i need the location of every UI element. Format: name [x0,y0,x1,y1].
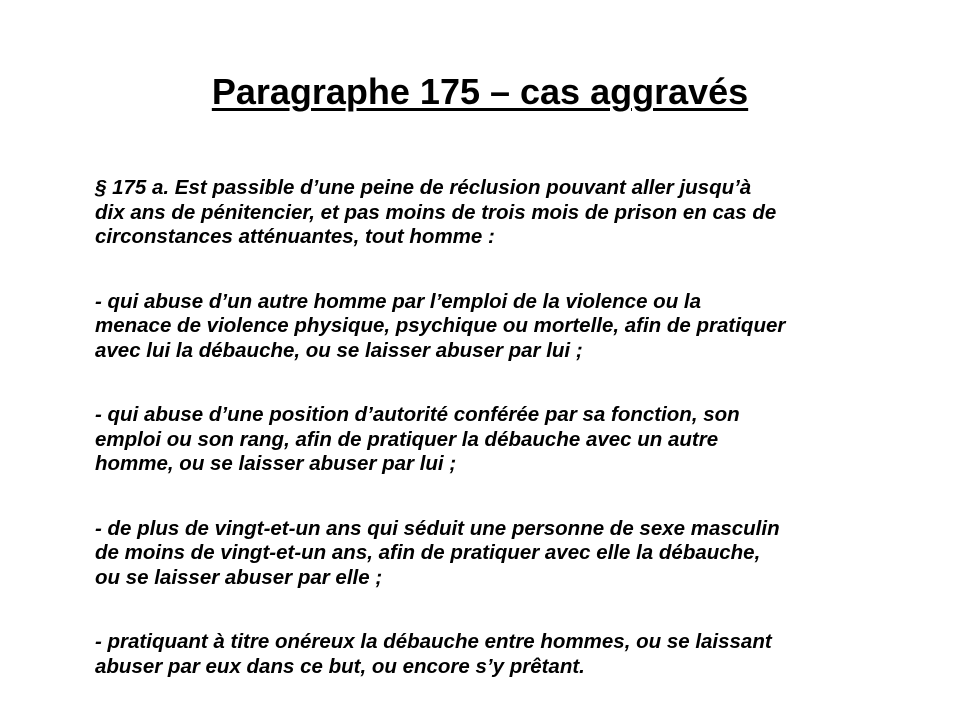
paragraph-prostitution: - pratiquant à titre onéreux la débauche entre hommes, ou se laissant abuser par eux dans ce but, ou encore s’y prêtant. [95,630,772,678]
paragraph-violence: - qui abuse d’un autre homme par l’emploi de la violence ou la menace de violence physique, psychique ou mortelle, afin de pratiquer avec lui la débauche, ou se laisser abuser par lui ; [95,289,786,362]
paragraph-seduction: - de plus de vingt-et-un ans qui séduit une personne de sexe masculin de moins de vingt-et-un ans, afin de pratiquer avec elle la débauche, ou se laisser abuser par elle ; [95,516,780,589]
slide-title-text: Paragraphe 175 – cas aggravés [211,71,749,112]
paragraph-authority: - qui abuse d’une position d’autorité conférée par sa fonction, son emploi ou son rang, afin de pratiquer la débauche avec un autre homme, ou se laisser abuser par lui ; [95,403,740,475]
slide-title [0,70,960,114]
slide-body [95,176,915,719]
paragraph-intro: § 175 a. Est passible d’une peine de réclusion pouvant aller jusqu’à dix ans de pénitencier, et pas moins de trois mois de prison en cas de circonstances atténuantes, tout homme : [95,176,777,248]
